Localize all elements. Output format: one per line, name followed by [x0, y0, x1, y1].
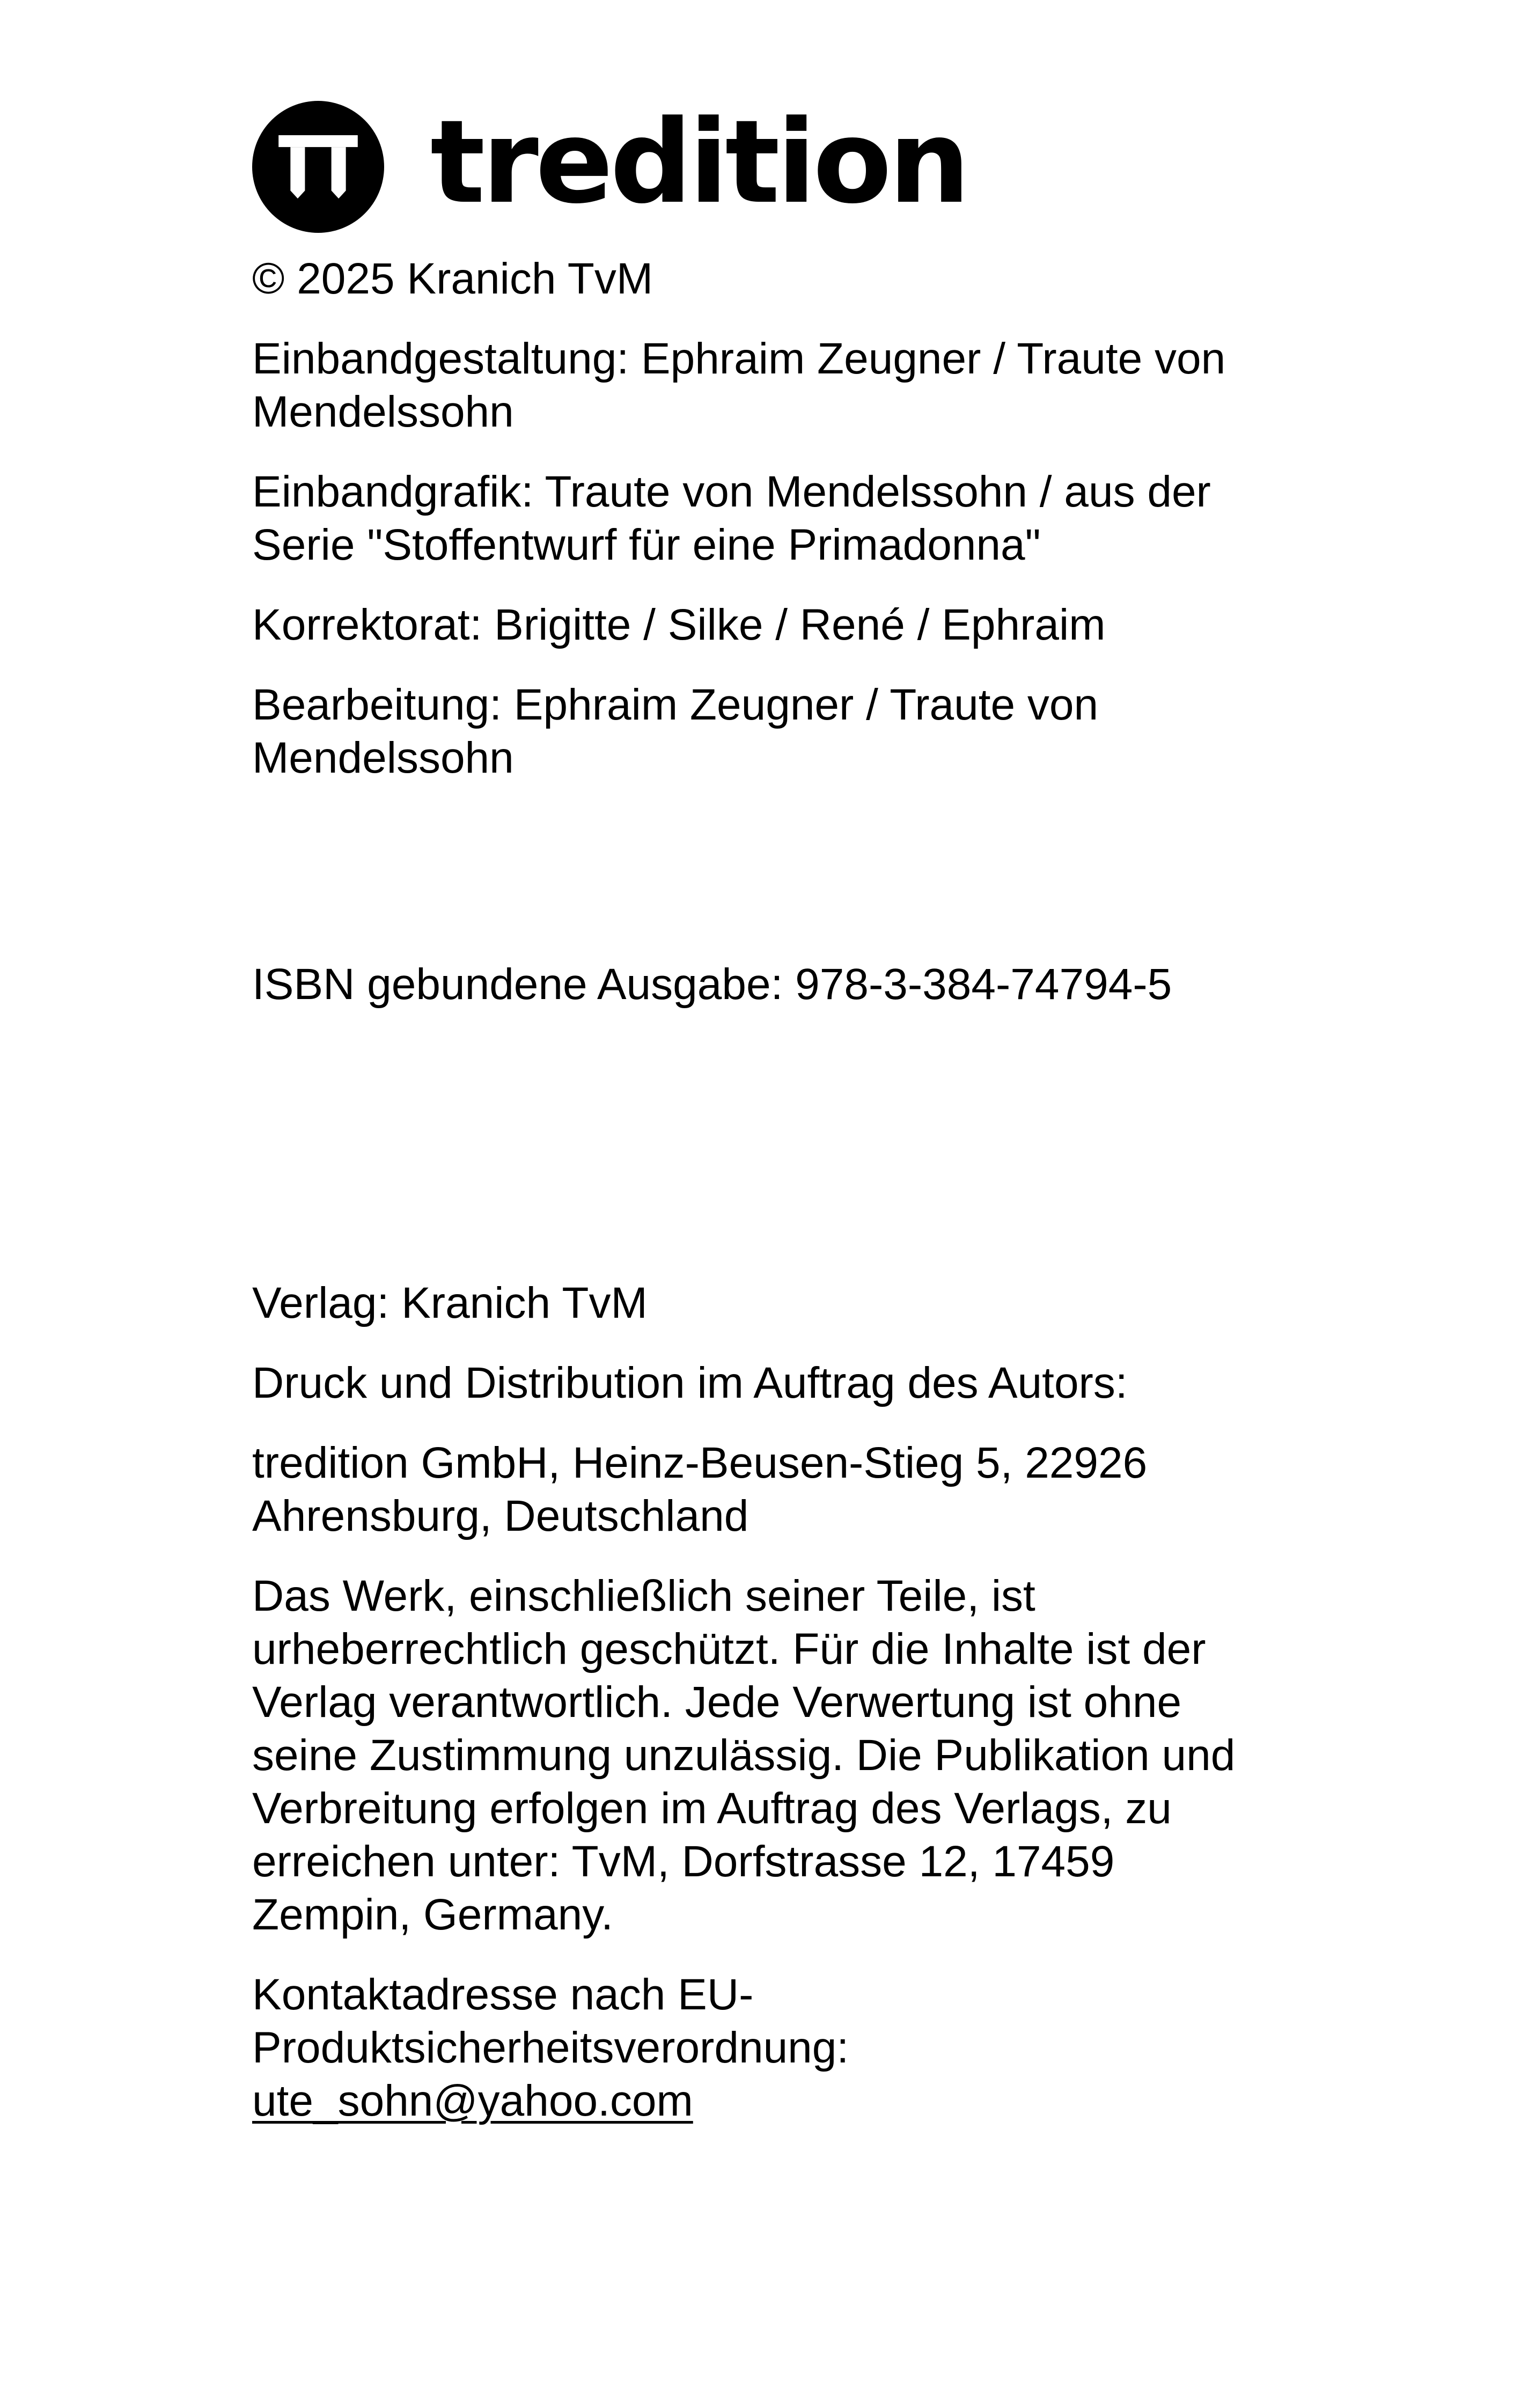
tredition-logo: [252, 96, 967, 234]
contact-block: [252, 1968, 1272, 2127]
isbn-line: ISBN gebundene Ausgabe: 978-3-384-74794-5: [252, 960, 1172, 1009]
tredition-logo-icon: [252, 101, 384, 233]
publisher-line: Verlag: Kranich TvM: [252, 1279, 648, 1327]
logo-wordmark: tredition: [430, 96, 967, 229]
editing-credit: Bearbeitung: Ephraim Zeugner / Traute von Mendelssohn: [252, 680, 1099, 782]
cover-design-credit: Einbandgestaltung: Ephraim Zeugner / Traute von Mendelssohn: [252, 334, 1226, 436]
contact-email-link[interactable]: ute_sohn@yahoo.com: [252, 2076, 693, 2125]
print-distribution-line: Druck und Distribution im Auftrag des Autors:: [252, 1359, 1128, 1407]
tredition-address: tredition GmbH, Heinz-Beusen-Stieg 5, 22926 Ahrensburg, Deutschland: [252, 1438, 1148, 1540]
cover-graphic-credit: Einbandgrafik: Traute von Mendelssohn / aus der Serie "Stoffentwurf für eine Primadonna": [252, 467, 1211, 569]
imprint-content: [252, 252, 1272, 2127]
proofreading-credit: Korrektorat: Brigitte / Silke / René / Ephraim: [252, 600, 1106, 649]
rights-notice: Das Werk, einschließlich seiner Teile, ist urheberrechtlich geschützt. Für die Inhalte ist der Verlag verantwortlich. Jede Verwertung ist ohne seine Zustimmung unzulässig. Die Publikation und Verbreitung erfolgen im Auftrag des Verlags, zu erreichen unter: TvM, Dorfstrasse 12, 17459 Zempin, Germany.: [252, 1572, 1236, 1939]
copyright-line: © 2025 Kranich TvM: [252, 254, 653, 303]
contact-label: Kontaktadresse nach EU- Produktsicherheitsverordnung:: [252, 1970, 849, 2072]
